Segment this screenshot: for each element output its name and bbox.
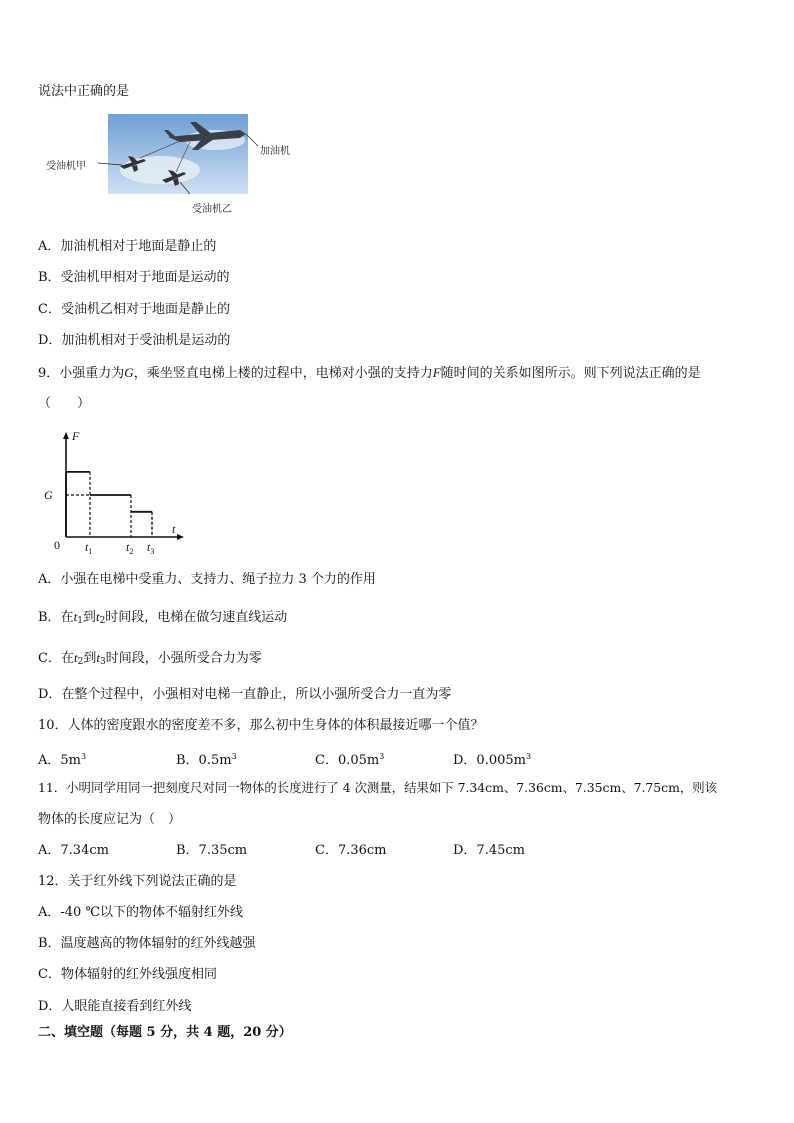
q10-option-b: B．$0.5m^3$ bbox=[176, 752, 237, 768]
q9-option-d: D．在整个过程中，小强相对电梯一直静止，所以小强所受合力一直为零 bbox=[38, 687, 452, 702]
tick-label-t3: $t_3$ bbox=[147, 540, 155, 554]
graph-series bbox=[66, 472, 152, 537]
refueling-figure bbox=[40, 110, 300, 218]
q9-number: 9． bbox=[38, 366, 60, 381]
tanker-label: 加油机 bbox=[260, 146, 290, 157]
q12-option-d: D．人眼能直接看到红外线 bbox=[38, 999, 192, 1014]
x-axis-arrow-icon bbox=[177, 534, 184, 540]
graph-labels bbox=[44, 429, 176, 554]
x-axis-label: t bbox=[172, 522, 176, 536]
receiver-b-label: 受油机乙 bbox=[192, 204, 232, 215]
tick-label-t2: $t_2$ bbox=[126, 540, 134, 554]
q8-option-a: A．加油机相对于地面是静止的 bbox=[38, 239, 217, 254]
receiver-a-label: 受油机甲 bbox=[46, 161, 86, 172]
q9-text-2: ，乘坐竖直电梯上楼的过程中，电梯对小强的支持力 bbox=[133, 366, 433, 381]
origin-label: 0 bbox=[54, 538, 60, 552]
y-axis-label: F bbox=[72, 429, 80, 443]
q8-option-c: C．受油机乙相对于地面是静止的 bbox=[38, 302, 230, 317]
y-axis-arrow-icon bbox=[63, 432, 69, 439]
q10-option-a: A．$5m^3$ bbox=[38, 752, 87, 768]
q12-option-a: A．-40 ℃以下的物体不辐射红外线 bbox=[38, 905, 243, 920]
q10-option-c: C．$0.05m^3$ bbox=[315, 752, 385, 768]
g-tick-label: G bbox=[44, 488, 53, 502]
q9-option-a: A．小强在电梯中受重力、支持力、绳子拉力 3 个力的作用 bbox=[38, 572, 376, 587]
force-time-graph bbox=[38, 424, 188, 554]
q9-option-c: C．在$t_2$到$t_3$时间段，小强所受合力为零 bbox=[38, 650, 262, 667]
q8-option-b: B．受油机甲相对于地面是运动的 bbox=[38, 270, 230, 285]
q11-option-c: C．7.36cm bbox=[315, 843, 387, 858]
q9-var-g: G bbox=[124, 365, 134, 380]
q11-option-b: B．7.35cm bbox=[176, 843, 248, 858]
q11-stem-line-2: 物体的长度应记为（ ） bbox=[38, 812, 182, 827]
q9-var-f: F bbox=[432, 365, 441, 380]
q9-text-1: 小强重力为 bbox=[59, 366, 125, 381]
q11-option-a: A．7.34cm bbox=[38, 843, 109, 858]
q11-option-d: D．7.45cm bbox=[453, 843, 525, 858]
q10-stem: 10．人体的密度跟水的密度差不多，那么初中生身体的体积最接近哪一个值？ bbox=[38, 718, 484, 733]
q9-option-b: B．在$t_1$到$t_2$时间段，电梯在做匀速直线运动 bbox=[38, 609, 288, 626]
q9-stem bbox=[38, 365, 701, 382]
tick-label-t1: $t_1$ bbox=[85, 540, 93, 554]
q8-option-d: D．加油机相对于受油机是运动的 bbox=[38, 333, 231, 348]
q11-stem-line-1: 11．小明同学用同一把刻度尺对同一物体的长度进行了 4 次测量，结果如下 7.34cm、7.36cm、7.35cm、7.75cm，则该 bbox=[38, 780, 718, 795]
q10-option-d: D．$0.005m^3$ bbox=[453, 752, 532, 768]
section-2-heading: 二、填空题（每题 5 分，共 4 题，20 分） bbox=[38, 1025, 292, 1040]
q9-answer-paren: （ ） bbox=[38, 396, 91, 411]
q12-option-c: C．物体辐射的红外线强度相同 bbox=[38, 967, 217, 982]
q8-stem-tail: 说法中正确的是 bbox=[38, 84, 130, 99]
q9-text-3: 随时间的关系如图所示。则下列说法正确的是 bbox=[440, 366, 701, 381]
q12-stem: 12．关于红外线下列说法正确的是 bbox=[38, 874, 237, 889]
graph-axes bbox=[63, 432, 184, 540]
q12-option-b: B．温度越高的物体辐射的红外线越强 bbox=[38, 936, 256, 951]
